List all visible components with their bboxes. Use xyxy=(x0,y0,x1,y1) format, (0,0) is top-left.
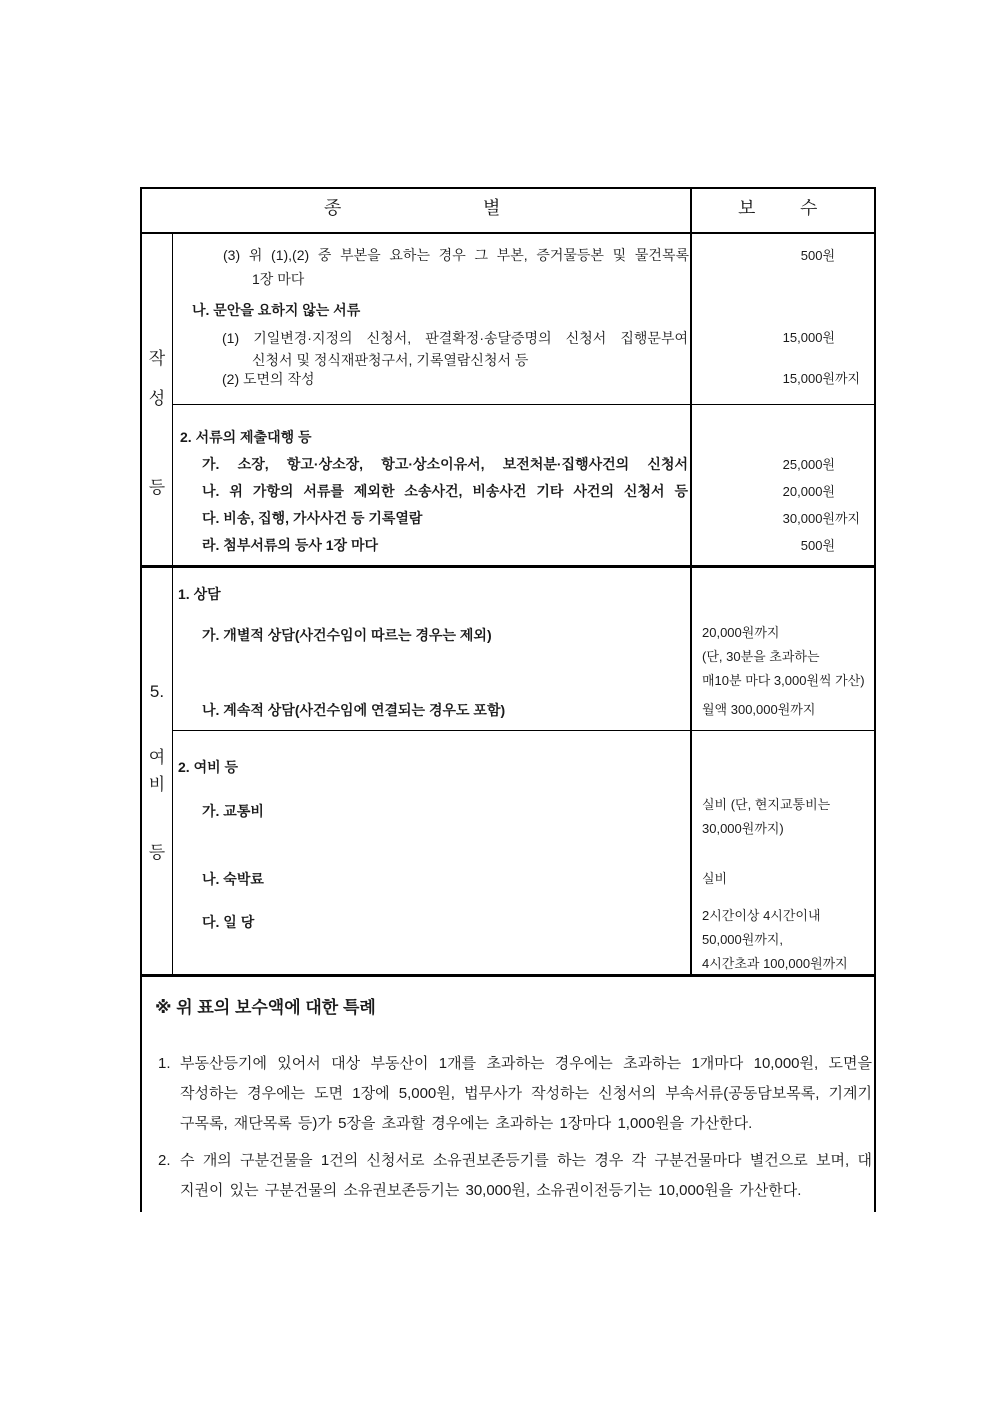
fee-value: 매10분 마다 3,000원씩 가산) xyxy=(702,673,865,688)
category-line: 신청서 및 정식재판청구서, 기록열람신청서 등 xyxy=(252,352,529,368)
category-line: (3) 위 (1),(2) 중 부본을 요하는 경우 그 부본, 증거물등본 및 물건목록 xyxy=(223,247,689,263)
fee-value: 월액 300,000원까지 xyxy=(702,702,816,717)
fee-value: 2시간이상 4시간이내 xyxy=(702,908,821,923)
fee-value: 4시간초과 100,000원까지 xyxy=(702,956,848,971)
category-heading: 1. 상담 xyxy=(178,586,221,602)
side-label-char: 성 xyxy=(148,389,166,408)
fee-value: 50,000원까지, xyxy=(702,932,784,947)
header-fee-char-1: 보 xyxy=(738,198,757,218)
section-divider-rule xyxy=(142,565,874,568)
fee-column-rule xyxy=(690,189,692,977)
side-label-char: 작 xyxy=(148,349,166,368)
header-category-char-2: 별 xyxy=(483,198,502,218)
side-label-char: 비 xyxy=(148,775,166,794)
fee-suffix: 까지 xyxy=(835,511,861,526)
category-line: 나. 위 가항의 서류를 제외한 소송사건, 비송사건 기타 사건의 신청서 등 xyxy=(202,483,688,499)
table-bottom-rule xyxy=(142,974,874,977)
header-bottom-rule xyxy=(142,232,874,234)
side-label-char: 등 xyxy=(148,843,166,862)
category-line: 나. 숙박료 xyxy=(202,871,264,887)
note-number: 2. xyxy=(158,1152,171,1169)
fee-value xyxy=(690,538,874,553)
fee-amount: 30,000원 xyxy=(782,511,835,526)
fee-value xyxy=(690,484,874,499)
side-label-column-rule xyxy=(172,234,173,974)
category-heading: 나. 문안을 요하지 않는 서류 xyxy=(192,302,361,318)
fee-suffix: 까지 xyxy=(835,371,861,386)
note-line: 구목록, 재단목록 등)가 5장을 초과할 경우에는 초과하는 1장마다 1,000원을 가산한다. xyxy=(180,1115,753,1132)
fee-amount: 25,000원 xyxy=(782,457,835,472)
note-line: 지권이 있는 구분건물의 소유권보존등기는 30,000원, 소유권이전등기는 10,000원을 가산한다. xyxy=(180,1182,802,1199)
fee-amount: 500원 xyxy=(800,538,835,553)
fee-value xyxy=(690,248,874,263)
fee-value xyxy=(690,371,874,386)
fee-value: 실비 xyxy=(702,871,728,886)
note-line: 작성하는 경우에는 도면 1장에 5,000원, 법무사가 작성하는 신청서의 부속서류(공동담보목록, 기계기 xyxy=(180,1085,872,1102)
category-line: 가. 개별적 상담(사건수임이 따르는 경우는 제외) xyxy=(202,627,492,643)
section-a-inner-rule xyxy=(172,404,874,405)
fee-table xyxy=(140,187,876,1212)
category-heading: 2. 서류의 제출대행 등 xyxy=(180,429,312,445)
category-line: (1) 기일변경·지정의 신청서, 판결확정·송달증명의 신청서 집행문부여 xyxy=(222,330,688,346)
category-line: 다. 비송, 집행, 가사사건 등 기록열람 xyxy=(202,510,423,526)
fee-value: 20,000원까지 xyxy=(702,625,780,640)
category-line: 다. 일 당 xyxy=(202,914,255,930)
section-b-inner-rule xyxy=(172,730,874,731)
fee-value xyxy=(690,511,874,526)
side-label-char: 여 xyxy=(148,748,166,767)
fee-value: (단, 30분을 초과하는 xyxy=(702,649,820,664)
header-fee-char-2: 수 xyxy=(800,198,819,218)
category-heading: 2. 여비 등 xyxy=(178,759,239,775)
header-category-char-1: 종 xyxy=(324,198,343,218)
notes-title: ※ 위 표의 보수액에 대한 특례 xyxy=(155,998,376,1017)
fee-value xyxy=(690,457,874,472)
fee-amount: 20,000원 xyxy=(782,484,835,499)
fee-amount: 15,000원 xyxy=(782,371,835,386)
note-line: 부동산등기에 있어서 대상 부동산이 1개를 초과하는 경우에는 초과하는 1개마다 10,000원, 도면을 xyxy=(180,1055,872,1072)
fee-value: 실비 (단, 현지교통비는 xyxy=(702,797,831,812)
fee-amount: 500원 xyxy=(800,248,835,263)
note-line: 수 개의 구분건물을 1건의 신청서로 소유권보존등기를 하는 경우 각 구분건물마다 별건으로 보며, 대 xyxy=(180,1152,872,1169)
note-number: 1. xyxy=(158,1055,171,1072)
category-line: 1장 마다 xyxy=(252,271,305,287)
fee-value: 30,000원까지) xyxy=(702,821,784,836)
category-line: 나. 계속적 상담(사건수임에 연결되는 경우도 포함) xyxy=(202,702,506,718)
fee-amount: 15,000원 xyxy=(782,330,835,345)
category-line: 가. 교통비 xyxy=(202,803,264,819)
fee-value xyxy=(690,330,874,345)
side-label-char: 등 xyxy=(148,478,166,497)
category-line: 가. 소장, 항고·상소장, 항고·상소이유서, 보전처분·집행사건의 신청서 xyxy=(202,456,688,472)
side-label-char: 5. xyxy=(149,682,165,701)
category-line: (2) 도면의 작성 xyxy=(222,371,315,387)
category-line: 라. 첨부서류의 등사 1장 마다 xyxy=(202,537,378,553)
